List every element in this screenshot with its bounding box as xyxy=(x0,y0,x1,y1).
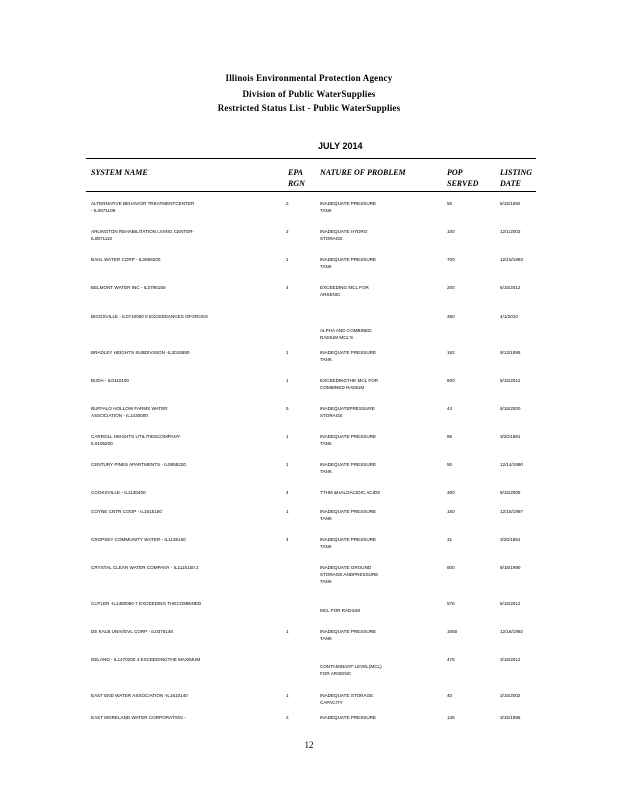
listing-date: 9/13/1995 xyxy=(500,350,521,355)
table-row xyxy=(0,564,618,596)
listing-date: 12/16/1992 xyxy=(500,629,523,634)
epa-region: 2 xyxy=(286,715,289,720)
page-number: 12 xyxy=(304,740,314,750)
problem-nature: INADEQUATE PRESSURE TANK xyxy=(320,537,377,549)
problem-nature: ALPHA AND COMBINED RADIUM MCL'S xyxy=(320,328,372,340)
problem-nature: INADEQUATE STORAGE CAPACITY xyxy=(320,693,374,705)
listing-date: 4/1/2010 xyxy=(500,314,518,319)
listing-date: 12/15/1997 xyxy=(500,509,523,514)
epa-region: 4 xyxy=(286,285,289,290)
population-served: 1650 xyxy=(447,629,458,634)
epa-region: 1 xyxy=(286,257,289,262)
col-listing-date: LISTING DATE xyxy=(500,168,533,188)
col-epa-rgn: EPA RGN xyxy=(288,168,305,188)
problem-nature: EXCEEDINGTHE MCL FOR COMBINED RADIUM xyxy=(320,378,379,390)
population-served: 135 xyxy=(447,715,455,720)
listing-date: 6/15/2012 xyxy=(500,601,521,606)
epa-region: 4 xyxy=(286,537,289,542)
population-served: 31 xyxy=(447,537,453,542)
system-name: COYNE CNTR COOP - IL1615150 xyxy=(91,509,162,514)
population-served: 50 xyxy=(447,201,453,206)
problem-nature: INADEQUATEPRESSURE STORAGE xyxy=(320,406,375,418)
epa-region: 2 xyxy=(286,229,289,234)
list-title: Restricted Status List - Public WaterSupplies xyxy=(217,103,401,113)
population-served: 700 xyxy=(447,257,455,262)
population-served: 100 xyxy=(447,229,455,234)
problem-nature: INADEQUATE PRESSURE TANK xyxy=(320,434,377,446)
system-name: DELAND - IL1470200 4 EXCEEDINGTHE MAXIMUM xyxy=(91,657,201,662)
problem-nature: INADEQUATE PRESSURE TANK xyxy=(320,509,377,521)
col-pop-served: POP SERVED xyxy=(447,168,479,188)
problem-nature: INADEQUATE PRESSURE TANK xyxy=(320,350,377,362)
epa-region: 1 xyxy=(286,693,289,698)
epa-region: 1 xyxy=(286,434,289,439)
epa-region: 1 xyxy=(286,378,289,383)
population-served: 300 xyxy=(447,490,455,495)
listing-date: 3/15/2002 xyxy=(500,693,521,698)
problem-nature: INADEQUATE PRESSURE TANK xyxy=(320,201,377,213)
population-served: 350 xyxy=(447,314,455,319)
population-served: 162 xyxy=(447,350,455,355)
listing-date: 6/15/2012 xyxy=(500,285,521,290)
population-served: 44 xyxy=(447,406,453,411)
system-name: CRYSTAL CLEAR WATER COMPANY - IL1115150 2 xyxy=(91,565,199,570)
system-name: DE KALB UNIV/DVL CORP - IL0375148 xyxy=(91,629,173,634)
problem-nature: MCL FOR RADIUM xyxy=(320,608,360,613)
system-name: COOKSVILLE - IL1130400 xyxy=(91,490,146,495)
listing-date: 12/1/2003 xyxy=(500,229,521,234)
table-top-rule xyxy=(86,158,536,159)
system-name: EAST END WATER ASSOCIATION -IL1610140 xyxy=(91,693,188,698)
epa-region: 5 xyxy=(286,406,289,411)
listing-date: 3/16/2012 xyxy=(500,657,521,662)
system-name: CENTURY PINES APARTMENTS - IL0855220 xyxy=(91,462,186,467)
division-title: Division of Public WaterSupplies xyxy=(242,89,376,99)
problem-nature: EXCEEDING MCL FOR ARSENIC xyxy=(320,285,369,297)
population-served: 800 xyxy=(447,565,455,570)
table-row xyxy=(0,313,618,345)
system-name: BUFFALO HOLLOW FARMS WATER ASSOCIATION - IL1430000 xyxy=(91,406,168,418)
problem-nature: INADEQUATE PRESSURE TANK xyxy=(320,629,377,641)
col-nature-of-problem: NATURE OF PROBLEM xyxy=(320,168,406,177)
table-row xyxy=(0,656,618,688)
system-name: ARLINGTON REHABILITATION LIVING CENTER- IL0871110 xyxy=(91,229,195,241)
listing-date: 6/15/2000 xyxy=(500,406,521,411)
problem-nature: INADEQUATE PRESSURE TANK xyxy=(320,257,377,269)
system-name: CARROLL HEIGHTS UTILITIESCOMPANY- IL0155200 xyxy=(91,434,181,446)
epa-region: 1 xyxy=(286,350,289,355)
agency-title: Illinois Environmental Protection Agency xyxy=(225,73,393,83)
population-served: 200 xyxy=(447,285,455,290)
system-name: BRADLEY HEIGHTS SUBDIVISION -IL2015550 xyxy=(91,350,190,355)
listing-date: 6/15/1992 xyxy=(500,201,521,206)
listing-date: 6/15/2012 xyxy=(500,378,521,383)
listing-date: 9/15/2005 xyxy=(500,490,521,495)
population-served: 576 xyxy=(447,601,455,606)
listing-date: 12/14/1990 xyxy=(500,462,523,467)
system-name: CUTLER -IL1450050 7 EXCEEDING THECOMBINED xyxy=(91,601,202,606)
problem-nature: TTHM &HALOACIDIC ACIDS xyxy=(320,490,381,495)
system-name: BELMONT WATER INC - IL0795150 xyxy=(91,285,166,290)
listing-date: 3/20/1981 xyxy=(500,434,521,439)
system-name: BUDA - IL0110100 xyxy=(91,378,129,383)
report-month: JULY 2014 xyxy=(318,141,363,151)
problem-nature: INADEQUATE GROUND STORAGE ANDPRESSURE TANK xyxy=(320,565,379,584)
population-served: 96 xyxy=(447,434,453,439)
epa-region: 2 xyxy=(286,201,289,206)
problem-nature: INADEQUATE PRESSURE xyxy=(320,715,377,720)
population-served: 40 xyxy=(447,693,453,698)
population-served: 50 xyxy=(447,462,453,467)
problem-nature: INADEQUATE PRESSURE TANK xyxy=(320,462,377,474)
system-name: BIGGSVILLE - IL0710050 5 EXCEEDANCES OFGROSS xyxy=(91,314,208,319)
epa-region: 1 xyxy=(286,509,289,514)
listing-date: 9/15/1990 xyxy=(500,565,521,570)
col-system-name: SYSTEM NAME xyxy=(91,168,148,177)
system-name: CROPSEY COMMUNITY WATER - IL1135150 xyxy=(91,537,186,542)
epa-region: 1 xyxy=(286,629,289,634)
table-header-rule xyxy=(86,191,536,192)
table-row xyxy=(0,284,618,316)
population-served: 600 xyxy=(447,378,455,383)
population-served: 150 xyxy=(447,509,455,514)
population-served: 475 xyxy=(447,657,455,662)
epa-region: 1 xyxy=(286,462,289,467)
epa-region: 4 xyxy=(286,490,289,495)
problem-nature: INADEQUATE HYDRO STORAGE xyxy=(320,229,368,241)
system-name: BAHL WATER CORP - IL0855200 xyxy=(91,257,161,262)
problem-nature: CONTAMINANT LEVEL(MCL) FOR ARSENIC xyxy=(320,664,382,676)
system-name: EAST MORELAND WATER CORPORATION - xyxy=(91,715,186,720)
listing-date: 12/15/1993 xyxy=(500,257,523,262)
listing-date: 3/20/1981 xyxy=(500,537,521,542)
listing-date: 3/15/1996 xyxy=(500,715,521,720)
system-name: ALTERNATIVE BEHAVIOR TREATMENTCENTER - IL0871109 xyxy=(91,201,195,213)
